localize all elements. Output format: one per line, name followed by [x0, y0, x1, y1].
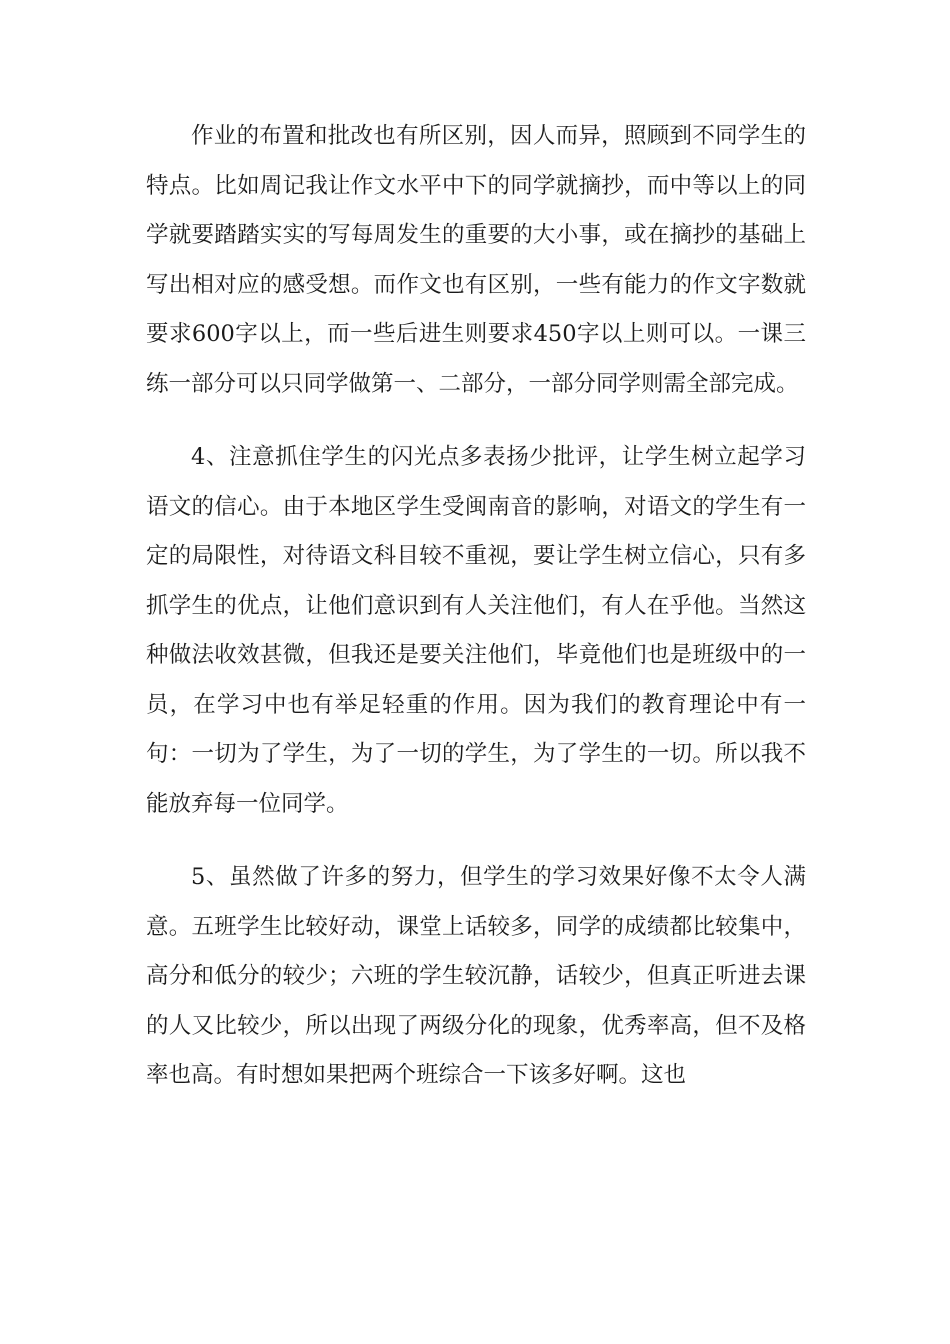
paragraph-praise-students: 4、注意抓住学生的闪光点多表扬少批评，让学生树立起学习语文的信心。由于本地区学生受闽南音的影响，对语文的学生有一定的局限性，对待语文科目较不重视，要让学生树立信心，只有多抓学生的优点，让他们意识到有人关注他们，有人在乎他。当然这种做法收效甚微，但我还是要关注他们，毕竟他们也是班级中的一员，在学习中也有举足轻重的作用。因为我们的教育理论中有一句：一切为了学生，为了一切的学生，为了学生的一切。所以我不能放弃每一位同学。 — [146, 444, 806, 817]
paragraph-learning-results: 5、虽然做了许多的努力，但学生的学习效果好像不太令人满意。五班学生比较好动，课堂上话较多，同学的成绩都比较集中，高分和低分的较少；六班的学生较沉静，话较少，但真正听进去课的人又比较少，所以出现了两级分化的现象，优秀率高，但不及格率也高。有时想如果把两个班综合一下该多好啊。这也 — [146, 864, 806, 1088]
paragraph-homework-assignment: 作业的布置和批改也有所区别，因人而异，照顾到不同学生的特点。比如周记我让作文水平中下的同学就摘抄，而中等以上的同学就要踏踏实实的写每周发生的重要的大小事，或在摘抄的基础上写出相对应的感受想。而作文也有区别，一些有能力的作文字数就要求600字以上，而一些后进生则要求450字以上则可以。一课三练一部分可以只同学做第一、二部分，一部分同学则需全部完成。 — [146, 123, 806, 397]
document-body — [146, 112, 806, 1125]
